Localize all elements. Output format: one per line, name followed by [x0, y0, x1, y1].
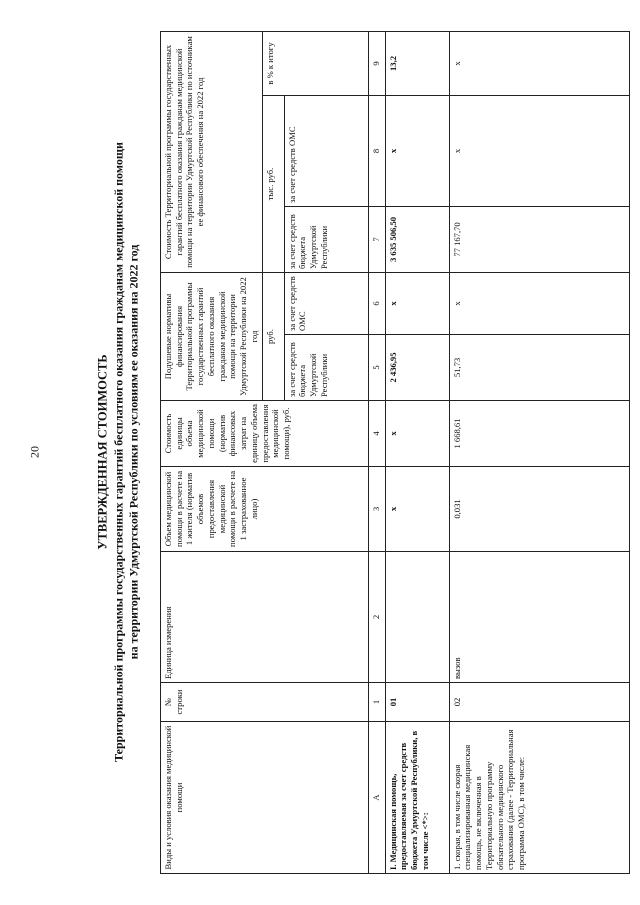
row-unit-cost: 1 668,61 — [449, 401, 629, 467]
title-line-1: УТВЕРЖДЕННАЯ СТОИМОСТЬ — [95, 354, 110, 550]
index-cell: 6 — [368, 272, 385, 334]
row-line: 01 — [385, 683, 449, 722]
title-line-2: Территориальной программы государственных гарантий бесплатного оказания гражданам медицинской помощи — [111, 142, 126, 762]
row-norm-budget: 51,73 — [449, 335, 629, 401]
header-percent: в % к итогу — [262, 31, 368, 95]
row-norm-oms: х — [449, 272, 629, 334]
cost-table-container — [160, 32, 630, 874]
header-kind: Виды и условия оказания медицинской помощи — [161, 722, 369, 874]
cost-table — [160, 31, 630, 874]
header-cost-budget: за счет средств бюджета Удмуртской Республики — [284, 206, 368, 272]
cost-table-rotated — [160, 32, 630, 874]
header-norm-unit: руб. — [262, 272, 284, 400]
header-cost-group: Стоимость Территориальной программы государственных гарантий бесплатного оказания гражданам медицинской помощи на территории Удмуртской Республики по источникам ее финансового обеспечения на 2022 год — [161, 31, 263, 272]
header-unit-cost: Стоимость единицы объема медицинской помощи (норматив финансовых затрат на единицу объема предоставления медицинской помощи), руб. — [161, 401, 369, 467]
table-row — [385, 31, 449, 873]
header-norm-oms: за счет средств ОМС — [284, 272, 368, 334]
page-number: 20 — [27, 446, 42, 458]
index-cell: 2 — [368, 552, 385, 683]
row-cost-budget: 77 167,70 — [449, 206, 629, 272]
row-unit-cost: х — [385, 401, 449, 467]
row-percent: 13,2 — [385, 31, 449, 95]
header-line-number: № строки — [161, 683, 369, 722]
header-norm-budget: за счет средств бюджета Удмуртской Республики — [284, 335, 368, 401]
table-row — [449, 31, 629, 873]
row-unit: вызов — [449, 552, 629, 683]
page-number-area — [0, 0, 40, 905]
row-percent: х — [449, 31, 629, 95]
row-cost-budget: 3 635 506,50 — [385, 206, 449, 272]
header-cost-unit: тыс. руб. — [262, 95, 284, 272]
row-cost-oms: х — [449, 95, 629, 206]
index-cell: 5 — [368, 335, 385, 401]
index-cell: 3 — [368, 467, 385, 552]
index-cell: А — [368, 722, 385, 874]
row-volume: 0,031 — [449, 467, 629, 552]
row-norm-budget: 2 436,95 — [385, 335, 449, 401]
row-norm-oms: х — [385, 272, 449, 334]
row-name: 1. скорая, в том числе скорая специализированная медицинская помощь, не включенная в Территориальную программу обязательного медицинского страхования (далее - Территориальная программа ОМС), в том числе: — [449, 722, 629, 874]
row-cost-oms: х — [385, 95, 449, 206]
row-unit — [385, 552, 449, 683]
index-cell: 1 — [368, 683, 385, 722]
index-cell: 7 — [368, 206, 385, 272]
row-line: 02 — [449, 683, 629, 722]
header-norm-group: Подушевые нормативы финансирования Территориальной программы государственных гарантий бесплатного оказания гражданам медицинской помощи на территории Удмуртской Республики на 2022 год — [161, 272, 263, 400]
header-cost-oms: за счет средств ОМС — [284, 95, 368, 206]
title-line-3: на территории Удмуртской Республики по условиям ее оказания на 2022 год — [126, 244, 141, 660]
header-volume: Объем медицинской помощи в расчете на 1 жителя (норматив объемов предоставления медицинской помощи в расчете на 1 застрахованное лицо) — [161, 467, 369, 552]
row-volume: х — [385, 467, 449, 552]
header-unit: Единица измерения — [161, 552, 369, 683]
index-cell: 9 — [368, 31, 385, 95]
row-name: I. Медицинская помощь, предоставляемая за счет средств бюджета Удмуртской Республики, в том числе <*>: — [385, 722, 449, 874]
index-cell: 4 — [368, 401, 385, 467]
index-row — [368, 31, 385, 873]
index-cell: 8 — [368, 95, 385, 206]
